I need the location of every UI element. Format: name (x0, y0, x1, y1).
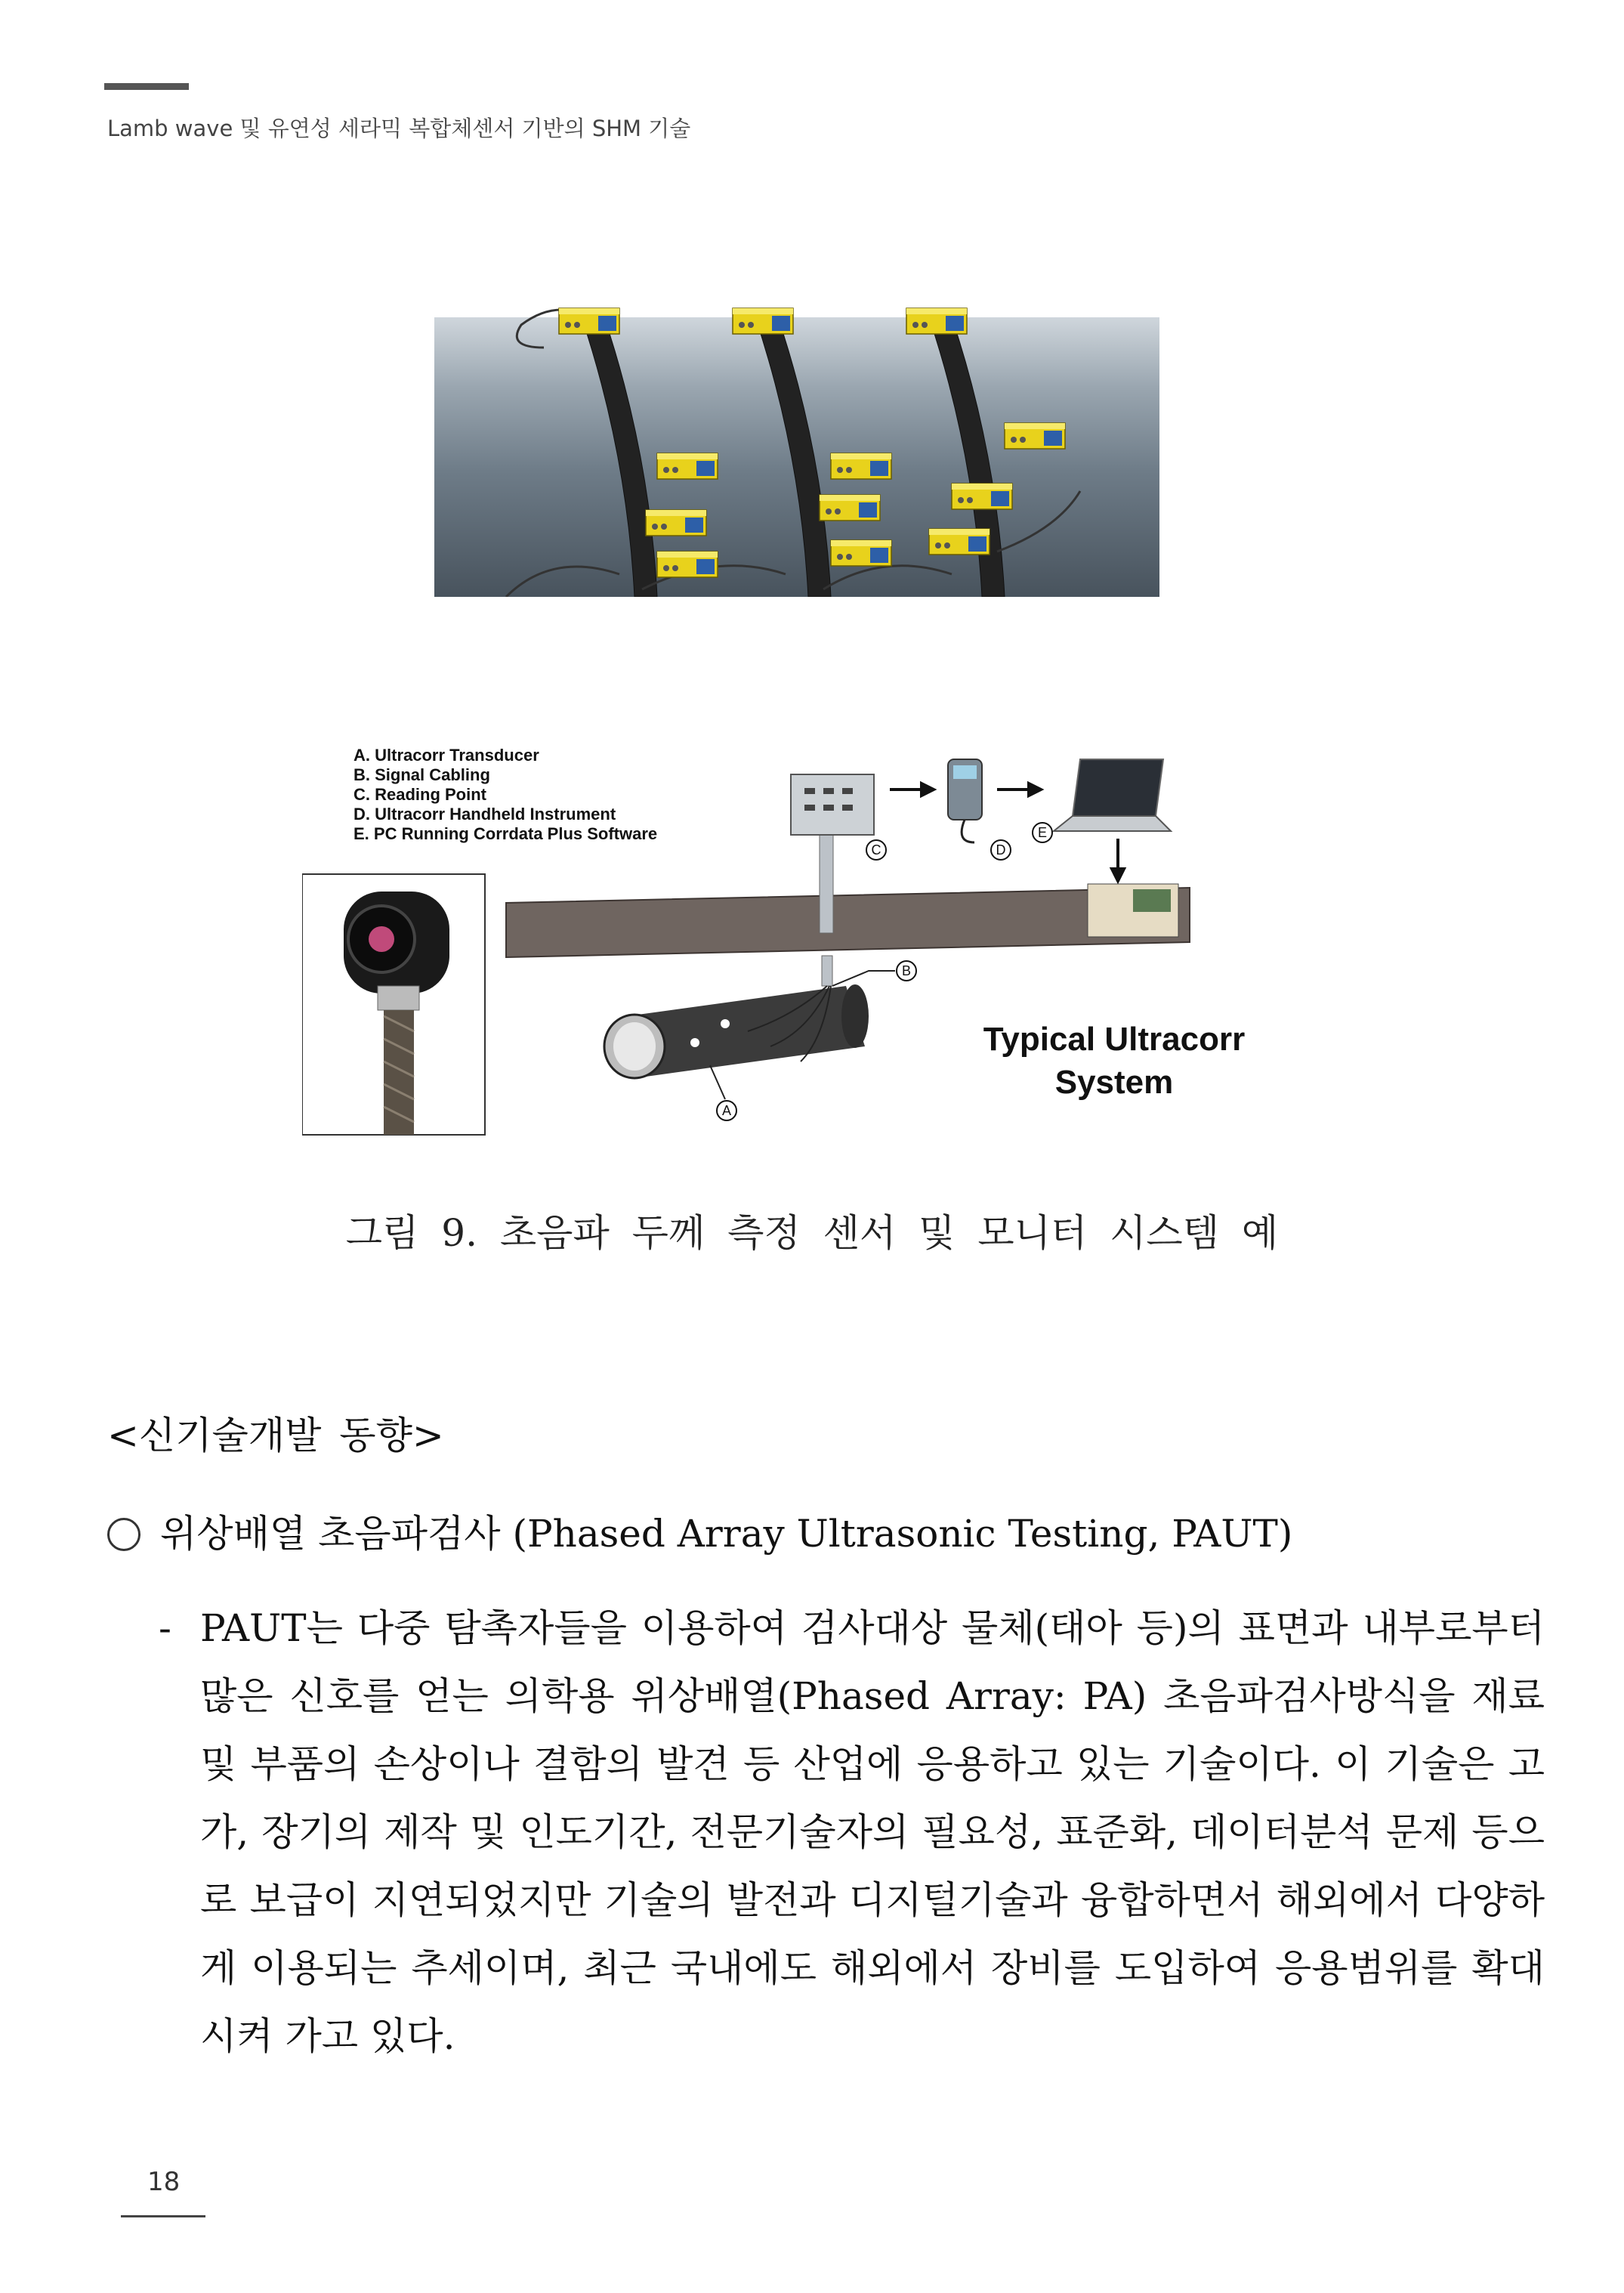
page-number: 18 (147, 2167, 181, 2197)
system-title-line1: Typical Ultracorr (983, 1021, 1246, 1058)
legend-item-e: E. PC Running Corrdata Plus Software (354, 824, 658, 843)
paragraph-text: PAUT는 다중 탐촉자들을 이용하여 검사대상 물체(태아 등)의 표면과 내부로부터 많은 신호를 얻는 의학용 위상배열(Phased Array: PA) 초음파검사방식을 재료 및 부품의 손상이나 결함의 발견 등 산업에 응용하고 있는 기술이다. 이 기술은 고가, 장기의 제작 및 인도기간, 전문기술자의 필요성, 표준화, 데이터분석 문제 등으로 보급이 지연되었지만 기술의 발전과 디지털기술과 융합하면서 해외에서 다양하게 이용되는 추세이며, 최근 국내에도 해외에서 장비를 도입하여 응용범위를 확대시켜 가고 있다. (200, 1606, 1545, 2058)
section-heading: <신기술개발 동향> (107, 1414, 444, 1457)
bullet-item (107, 1503, 1292, 1558)
figure-caption: 그림 9. 초음파 두께 측정 센서 및 모니터 시스템 예 (345, 1211, 1279, 1255)
callout-b: B (901, 963, 912, 978)
bullet-text: 위상배열 초음파검사 (Phased Array Ultrasonic Testing, PAUT) (160, 1512, 1293, 1556)
legend-item-a: A. Ultracorr Transducer (354, 746, 539, 765)
body-paragraph (159, 1594, 1545, 2070)
footer-rule (121, 2215, 205, 2217)
header-rule (104, 83, 189, 90)
transducer-photo (302, 874, 485, 1135)
running-header: Lamb wave 및 유연성 세라믹 복합체센서 기반의 SHM 기술 (107, 116, 691, 141)
legend-item-d: D. Ultracorr Handheld Instrument (354, 805, 616, 824)
legend-item-c: C. Reading Point (354, 785, 486, 804)
pipe-sensors-illustration (431, 302, 1163, 597)
callout-c: C (871, 842, 881, 858)
callout-e: E (1037, 825, 1048, 840)
circle-bullet-icon (107, 1518, 140, 1551)
ultracorr-system-diagram (302, 744, 1284, 1148)
callout-a: A (721, 1103, 732, 1118)
callout-d: D (996, 842, 1006, 858)
dash-marker: - (159, 1606, 171, 1650)
system-title-line2: System (1054, 1064, 1174, 1101)
legend-item-b: B. Signal Cabling (354, 765, 490, 784)
